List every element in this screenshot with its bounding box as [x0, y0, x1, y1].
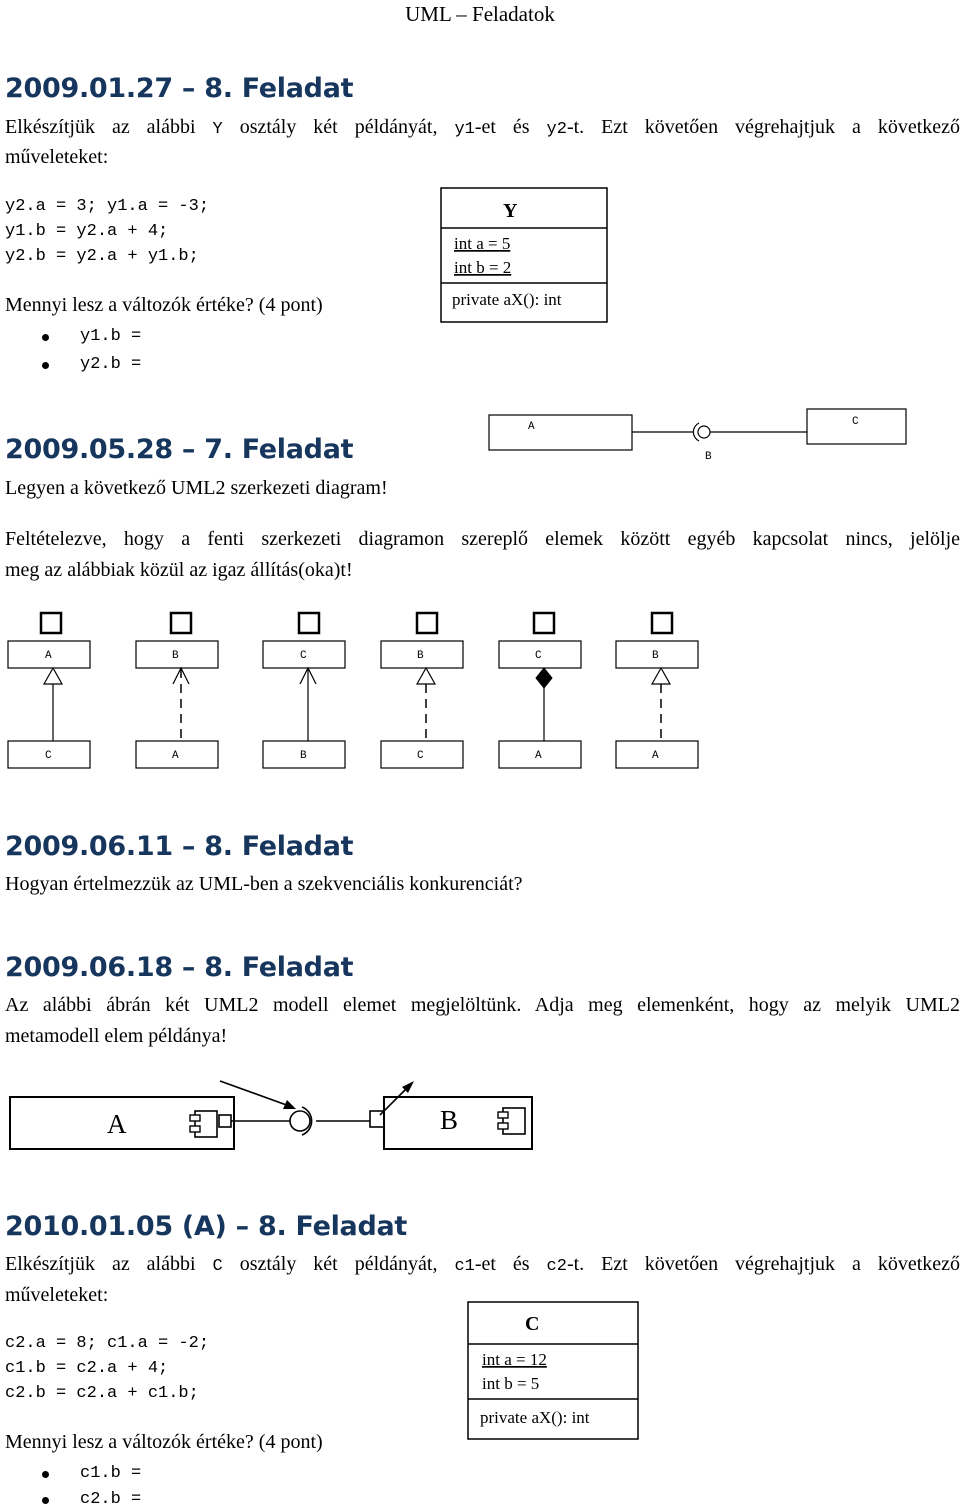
port-a	[219, 1115, 231, 1127]
interface-lollipop-icon	[698, 426, 710, 438]
component-a-label: A	[107, 1109, 127, 1139]
option-bottom-label: C	[417, 750, 424, 762]
task2-line1: Legyen a következő UML2 szerkezeti diagram!	[5, 477, 388, 499]
option-top-label: B	[417, 650, 424, 662]
task5-intro: Elkészítjük az alábbi C osztály két példányát, c1-et és c2-t. Ezt követően végrehajtjuk a következő	[5, 1253, 960, 1276]
task4-heading: 2009.06.18 – 8. Feladat	[5, 952, 354, 983]
bullet-dot	[42, 362, 49, 369]
class-name: Y	[503, 200, 518, 222]
task5-code-line: c2.a = 8; c1.a = -2;	[5, 1334, 210, 1353]
operation: private aX(): int	[452, 290, 562, 309]
option-bottom-label: A	[652, 750, 659, 762]
option-bottom-label: B	[300, 750, 307, 762]
option-bottom-label: A	[172, 750, 179, 762]
task5-answer-c1b: c1.b =	[80, 1464, 142, 1483]
relationship-options	[0, 608, 720, 774]
option-checkbox[interactable]	[652, 613, 672, 633]
option-6	[616, 613, 698, 768]
task5-heading: 2010.01.05 (A) – 8. Feladat	[5, 1211, 408, 1242]
task3-line1: Hogyan értelmezzük az UML-ben a szekvenciális konkurenciát?	[5, 873, 523, 895]
struct-label-c: C	[852, 416, 859, 428]
task1-intro-line2: műveleteket:	[5, 146, 109, 168]
option-3	[263, 613, 345, 768]
option-bottom-label: A	[535, 750, 542, 762]
bullet-dot	[42, 1471, 49, 1478]
task1-code-line: y2.b = y2.a + y1.b;	[5, 247, 199, 266]
task5-intro-line2: műveleteket:	[5, 1284, 109, 1306]
task1-code-line: y2.a = 3; y1.a = -3;	[5, 197, 210, 216]
attribute-a: int a = 12	[482, 1350, 547, 1369]
task5-code-line: c2.b = c2.a + c1.b;	[5, 1384, 199, 1403]
option-checkbox[interactable]	[41, 613, 61, 633]
option-top-label: C	[535, 650, 542, 662]
attribute-a: int a = 5	[454, 234, 511, 253]
task5-code-line: c1.b = c2.a + 4;	[5, 1359, 169, 1378]
attribute-b: int b = 2	[454, 258, 512, 277]
option-checkbox[interactable]	[299, 613, 319, 633]
task2-paragraph-line1: Feltételezve, hogy a fenti szerkezeti diagramon szereplő elemek között egyéb kapcsolat nincs, jelölje	[5, 528, 960, 550]
option-5	[499, 613, 581, 768]
bullet-dot	[42, 334, 49, 341]
task1-intro: Elkészítjük az alábbi Y osztály két példányát, y1-et és y2-t. Ezt követően végrehajtjuk a következő	[5, 116, 960, 139]
option-4	[381, 613, 463, 768]
class-diagram-c	[467, 1301, 639, 1440]
attribute-b: int b = 5	[482, 1374, 540, 1393]
option-bottom-label: C	[45, 750, 52, 762]
page-title: UML – Feladatok	[405, 2, 555, 26]
task4-line1: Az alábbi ábrán két UML2 modell elemet megjelöltünk. Adja meg elemenként, hogy az melyik UML2	[5, 994, 960, 1016]
option-checkbox[interactable]	[171, 613, 191, 633]
provided-interface-icon	[290, 1111, 310, 1131]
bullet-dot	[42, 1497, 49, 1504]
task2-paragraph-line2: meg az alábbiak közül az igaz állítás(oka)t!	[5, 559, 353, 581]
option-top-label: A	[45, 650, 52, 662]
operation: private aX(): int	[480, 1408, 590, 1427]
option-top-label: B	[172, 650, 179, 662]
option-checkbox[interactable]	[417, 613, 437, 633]
class-diagram-y	[440, 187, 608, 323]
class-name: C	[525, 1313, 540, 1335]
option-checkbox[interactable]	[534, 613, 554, 633]
option-2	[136, 613, 218, 768]
task1-answer-y2b: y2.b =	[80, 355, 142, 374]
task1-question: Mennyi lesz a változók értéke? (4 pont)	[5, 294, 323, 316]
struct-label-b: B	[705, 451, 712, 463]
component-diagram	[0, 1075, 540, 1155]
task1-heading: 2009.01.27 – 8. Feladat	[5, 73, 354, 104]
task3-heading: 2009.06.11 – 8. Feladat	[5, 831, 354, 862]
component-b-label: B	[440, 1105, 459, 1135]
option-top-label: B	[652, 650, 659, 662]
struct-label-a: A	[528, 421, 535, 433]
task1-code-line: y1.b = y2.a + 4;	[5, 222, 169, 241]
task5-question: Mennyi lesz a változók értéke? (4 pont)	[5, 1431, 323, 1453]
structure-diagram	[485, 405, 910, 463]
option-top-label: C	[300, 650, 307, 662]
task5-answer-c2b: c2.b =	[80, 1490, 142, 1509]
task2-heading: 2009.05.28 – 7. Feladat	[5, 434, 354, 465]
option-1	[8, 613, 90, 768]
task4-line2: metamodell elem példánya!	[5, 1025, 228, 1047]
task1-answer-y1b: y1.b =	[80, 327, 142, 346]
